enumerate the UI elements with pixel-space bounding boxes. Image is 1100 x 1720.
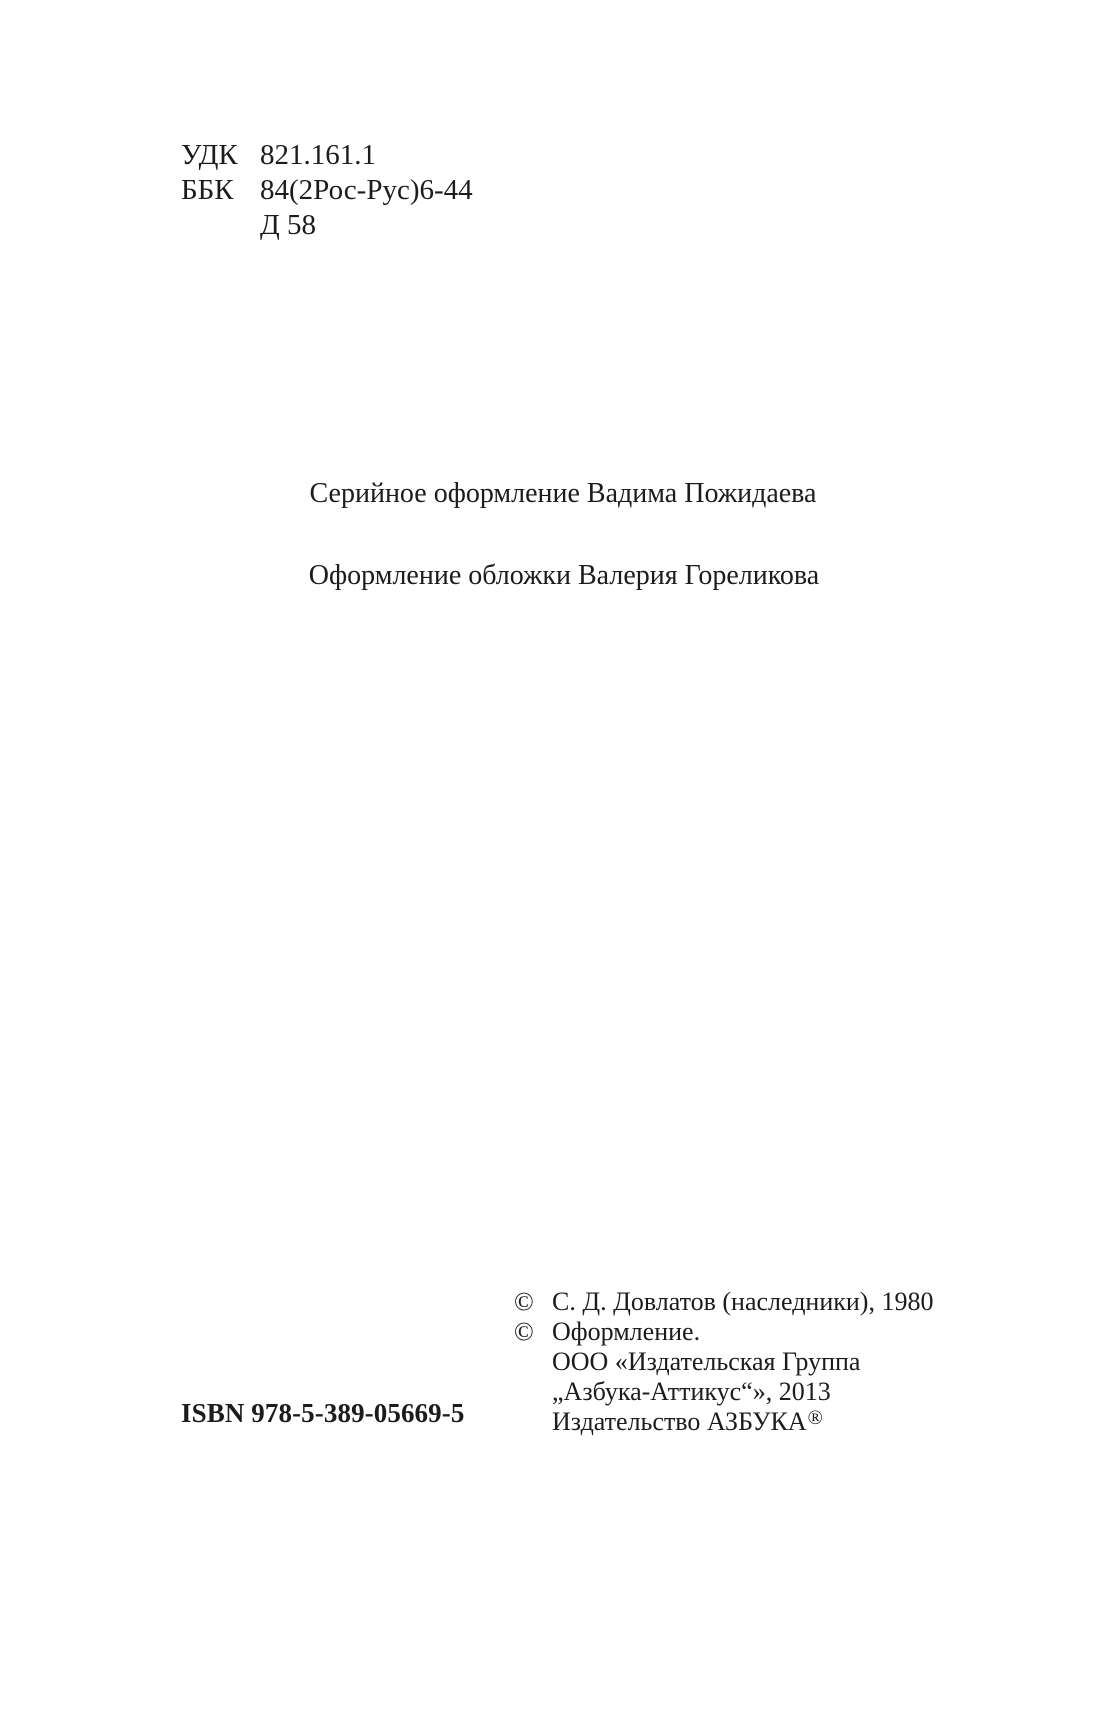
isbn-number: ISBN 978-5-389-05669-5 bbox=[181, 1398, 465, 1428]
copyright-design-text: Оформление. bbox=[552, 1317, 701, 1346]
copyright-line-publisher-2 bbox=[514, 1377, 933, 1407]
cover-design-credit: Оформление обложки Валерия Гореликова bbox=[308, 560, 820, 591]
bbk-value: 84(2Рос-Рус)6-44 bbox=[260, 174, 473, 206]
registered-trademark-icon: ® bbox=[807, 1407, 823, 1429]
copyright-line-author bbox=[514, 1287, 933, 1317]
copyright-block bbox=[514, 1287, 933, 1437]
bbk-row bbox=[181, 173, 473, 208]
author-mark-spacer bbox=[181, 208, 260, 243]
classification-block bbox=[181, 138, 473, 243]
imprint-name: Издательство АЗБУКА bbox=[552, 1407, 807, 1436]
copyright-symbol: © bbox=[514, 1287, 534, 1316]
copyright-line-publisher bbox=[514, 1347, 933, 1377]
author-mark: Д 58 bbox=[260, 209, 317, 241]
udk-label: УДК bbox=[181, 139, 238, 171]
copyright-author-text: С. Д. Довлатов (наследники), 1980 bbox=[552, 1287, 934, 1316]
bbk-label: ББК bbox=[181, 174, 234, 206]
publisher-name-line2: „Азбука-Аттикус“», 2013 bbox=[552, 1377, 831, 1406]
copyright-line-design bbox=[514, 1317, 933, 1347]
udk-row bbox=[181, 138, 473, 173]
publisher-name-line1: ООО «Издательская Группа bbox=[552, 1347, 861, 1376]
series-design-credit: Серийное оформление Вадима Пожидаева bbox=[309, 478, 817, 509]
copyright-line-imprint bbox=[514, 1407, 933, 1437]
author-mark-row bbox=[181, 208, 473, 243]
copyright-symbol: © bbox=[514, 1317, 534, 1346]
udk-value: 821.161.1 bbox=[260, 139, 376, 171]
